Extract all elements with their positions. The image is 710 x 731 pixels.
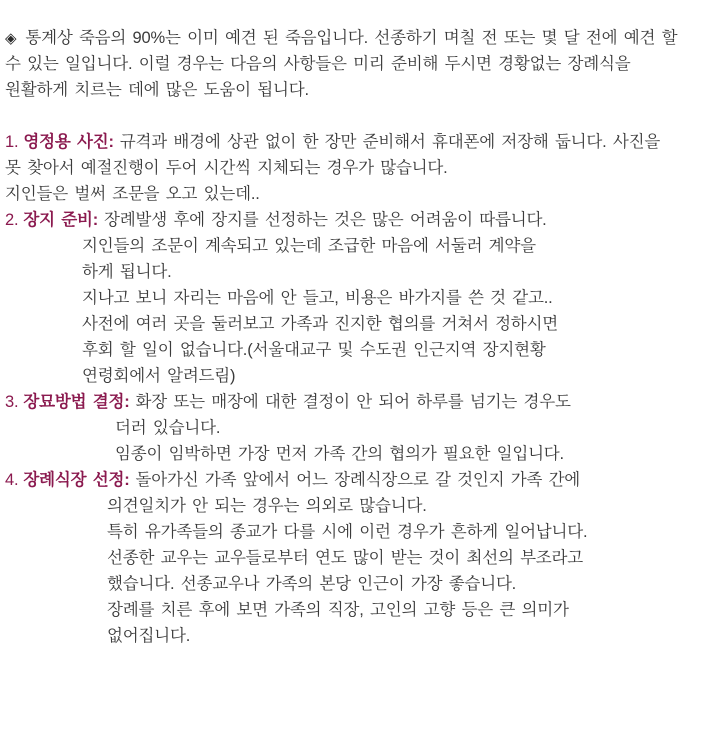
text-line: 의견일치가 안 되는 경우는 의외로 많습니다. [107, 497, 427, 515]
text-line: 특히 유가족들의 종교가 다를 시에 이런 경우가 흔하게 일어납니다. [107, 523, 588, 541]
text-line: 했습니다. 선종교우나 가족의 본당 인근이 가장 좋습니다. [107, 575, 517, 593]
item-heading: 장묘방법 결정: [23, 393, 130, 411]
text-line: 없어집니다. [107, 627, 191, 645]
list-item-photo [5, 129, 710, 207]
text-line [5, 129, 710, 155]
intro-paragraph [5, 25, 710, 103]
text-line: 못 찾아서 예절진행이 두어 시간씩 지체되는 경우가 많습니다. [5, 159, 448, 177]
text-line: 연령회에서 알려드림) [82, 367, 236, 385]
item-heading: 장례식장 선정: [23, 471, 130, 489]
text-line [5, 207, 710, 233]
item-heading: 장지 준비: [23, 211, 99, 229]
item-number: 1. [5, 133, 19, 151]
item-text: 화장 또는 매장에 대한 결정이 안 되어 하루를 넘기는 경우도 [135, 393, 571, 411]
intro-text: 통계상 죽음의 90%는 이미 예견 된 죽음입니다. 선종하기 며칠 전 또는 몇 달 전에 예견 할 [25, 29, 678, 47]
text-line: 더러 있습니다. [115, 419, 221, 437]
text-line [5, 25, 710, 51]
item-heading: 영정용 사진: [23, 133, 114, 151]
text-line: 수 있는 일입니다. 이럴 경우는 다음의 사항들은 미리 준비해 두시면 경황없는 장례식을 [5, 55, 631, 73]
item-text: 규격과 배경에 상관 없이 한 장만 준비해서 휴대폰에 저장해 둡니다. 사진을 [119, 133, 661, 151]
text-line: 하게 됩니다. [82, 263, 172, 281]
text-line [5, 467, 710, 493]
text-line: 지나고 보니 자리는 마음에 안 들고, 비용은 바가지를 쓴 것 같고.. [82, 289, 553, 307]
list-item-funeral-hall [5, 467, 710, 649]
text-line: 지인들은 벌써 조문을 오고 있는데.. [5, 185, 260, 203]
text-line: 지인들의 조문이 계속되고 있는데 조급한 마음에 서둘러 계약을 [82, 237, 536, 255]
text-line: 후회 할 일이 없습니다.(서울대교구 및 수도권 인근지역 장지현황 [82, 341, 546, 359]
text-line: 장례를 치른 후에 보면 가족의 직장, 고인의 고향 등은 큰 의미가 [107, 601, 569, 619]
list-item-funeral-method [5, 389, 710, 467]
item-number: 3. [5, 393, 19, 411]
text-line: 임종이 임박하면 가장 먼저 가족 간의 협의가 필요한 일입니다. [115, 445, 564, 463]
item-text: 장례발생 후에 장지를 선정하는 것은 많은 어려움이 따릅니다. [104, 211, 547, 229]
item-text: 돌아가신 가족 앞에서 어느 장례식장으로 갈 것인지 가족 간에 [135, 471, 581, 489]
text-line: 선종한 교우는 교우들로부터 연도 많이 받는 것이 최선의 부조라고 [107, 549, 584, 567]
text-line [5, 389, 710, 415]
diamond-bullet-icon: ◈ [5, 30, 17, 47]
text-line: 사전에 여러 곳을 둘러보고 가족과 진지한 협의를 거쳐서 정하시면 [82, 315, 559, 333]
item-number: 2. [5, 211, 19, 229]
list-item-burial-site [5, 207, 710, 389]
text-line: 원활하게 치르는 데에 많은 도움이 됩니다. [5, 81, 309, 99]
item-number: 4. [5, 471, 19, 489]
